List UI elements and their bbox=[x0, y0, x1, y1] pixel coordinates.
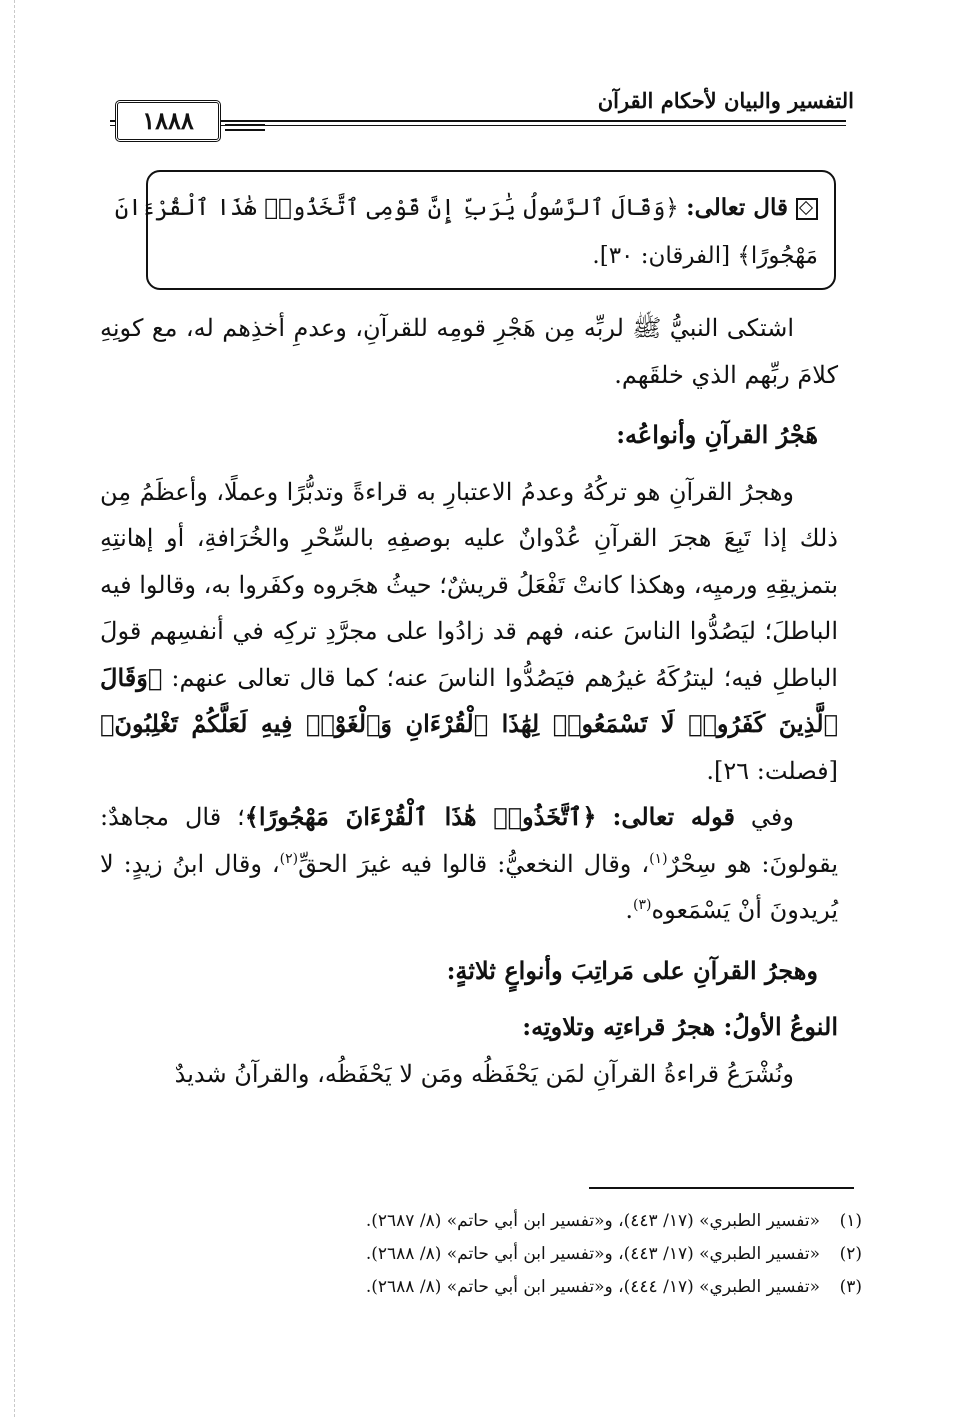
quran-quote: ﴿وَقَالَ ٱلَّذِينَ كَفَرُوا۟ لَا تَسْمَعُوا۟ لِهَٰذَا ٱلْقُرْءَانِ وَٱلْغَوْا۟ فِيهِ لَعَلَّكُمْ تَغْلِبُونَ﴾ bbox=[100, 662, 838, 738]
verse-box bbox=[114, 170, 836, 290]
footnote-separator bbox=[589, 1187, 854, 1189]
section-heading: هَجْرُ القرآنِ وأنواعُه: bbox=[616, 420, 818, 449]
footnotes bbox=[262, 1205, 862, 1304]
paragraph: اشتكى النبيُّ ﷺ لربِّه مِن هَجْرِ قومِه للقرآنِ، وعدمِ أخذِهم له، مع كونِهِ كلامَ ربِّهم الذي خلقَهم. bbox=[100, 314, 838, 389]
verse-line-2 bbox=[164, 232, 818, 280]
footnote-number: (٣) bbox=[839, 1277, 862, 1297]
footnote-marker[interactable]: (٢) bbox=[279, 850, 299, 867]
verse-reference: [الفرقان: ٣٠]. bbox=[592, 243, 731, 269]
page-binding-edge bbox=[0, 0, 15, 1417]
page-number: ١٨٨٨ bbox=[115, 100, 221, 142]
paragraph: ونُشْرَعُ قراءةُ القرآنِ لمَن يَحْفَظُه ومَن لا يَحْفَظُه، والقرآنُ شديدٌ bbox=[174, 1059, 794, 1088]
footnote-text: «تفسير الطبري» (١٧/ ٤٤٣)، و«تفسير ابن أبي حاتم» (٨/ ٢٦٨٧). bbox=[365, 1211, 820, 1231]
running-header-title: التفسير والبيان لأحكام القرآن bbox=[597, 88, 854, 113]
verse-text: ﴿وَقَالَ ٱلرَّسُولُ يَٰرَبِّ إِنَّ قَوْمِى ٱتَّخَذُوا۟ هَٰذَا ٱلْقُرْءَانَ bbox=[114, 195, 679, 221]
emphasis: قوله تعالى: bbox=[612, 802, 735, 831]
quran-quote: ﴿ٱتَّخَذُوا۟ هَٰذَا ٱلْقُرْءَانَ مَهْجُورًا﴾ bbox=[244, 802, 597, 831]
paragraph-text: ؛ قال مجاهدٌ: يقولونَ: هو سِحْرٌ bbox=[100, 803, 838, 878]
section-heading: وهجرُ القرآنِ على مَراتِبَ وأنواعٍ ثلاثةٍ: bbox=[446, 955, 818, 985]
footnote bbox=[262, 1271, 862, 1304]
paragraph bbox=[100, 794, 838, 934]
footnote-text: «تفسير الطبري» (١٧/ ٤٤٣)، و«تفسير ابن أبي حاتم» (٨/ ٢٦٨٨). bbox=[365, 1244, 820, 1264]
subsection-heading: النوعُ الأولُ: هجرُ قراءتِه وتلاوتِه: bbox=[522, 1012, 838, 1041]
verse-line-1 bbox=[114, 184, 818, 232]
paragraph-text: ، وقال النخعيُّ: قالوا فيه غيرَ الحقِّ bbox=[298, 849, 650, 878]
footnote-number: (١) bbox=[839, 1211, 862, 1231]
paragraph-text: وفي bbox=[750, 803, 794, 831]
verse-lead: قال تعالى: bbox=[686, 194, 788, 221]
verse-text-continued: مَهْجُورًا﴾ bbox=[737, 243, 818, 269]
paragraph-text: وهجرُ القرآنِ هو تركُهُ وعدمُ الاعتبارِ به قراءةً وتدبُّرًا وعملًا، وأعظَمُ مِن ذلك إذا تَبِعَ هجرَ القرآنِ عُدْوانٌ عليه بوصفِهِ بالسِّحْرِ والخُرَافةِ، أو إهانتِهِ بتمزيقِهِ ورميِه، وهكذا كانتْ تَفْعَلُ قريشٌ؛ حيثُ هجَروه وكفَروا به، وقالوا فيه الباطلَ؛ ليَصُدُّوا الناسَ عنه، فهم قد زادُوا على مجرَّدِ تركِه في أنفسِهم قولَ الباطلِ فيه؛ ليترُكَهُ غيرُهم فيَصُدُّوا الناسَ عنه؛ كما قال تعالى عنهم: bbox=[100, 477, 838, 692]
footnote-number: (٢) bbox=[839, 1244, 862, 1264]
footnote-text: «تفسير الطبري» (١٧/ ٤٤٤)، و«تفسير ابن أبي حاتم» (٨/ ٢٦٨٨). bbox=[365, 1277, 820, 1297]
paragraph-text: . bbox=[625, 896, 634, 924]
footnote bbox=[262, 1238, 862, 1271]
citation: [فصلت: ٢٦]. bbox=[706, 756, 838, 785]
verse-marker-icon bbox=[796, 198, 818, 220]
header-rule-short bbox=[225, 129, 265, 131]
paragraph bbox=[100, 469, 838, 795]
paragraph-text: ، وقال ابنُ زيدٍ: لا يُريدونَ أنْ يَسْمَعوه bbox=[100, 849, 838, 924]
header-rule-short bbox=[225, 124, 265, 126]
footnote-marker[interactable]: (١) bbox=[649, 850, 668, 867]
footnote-marker[interactable]: (٣) bbox=[633, 897, 652, 913]
body-text bbox=[100, 305, 838, 1097]
footnote bbox=[262, 1205, 862, 1238]
